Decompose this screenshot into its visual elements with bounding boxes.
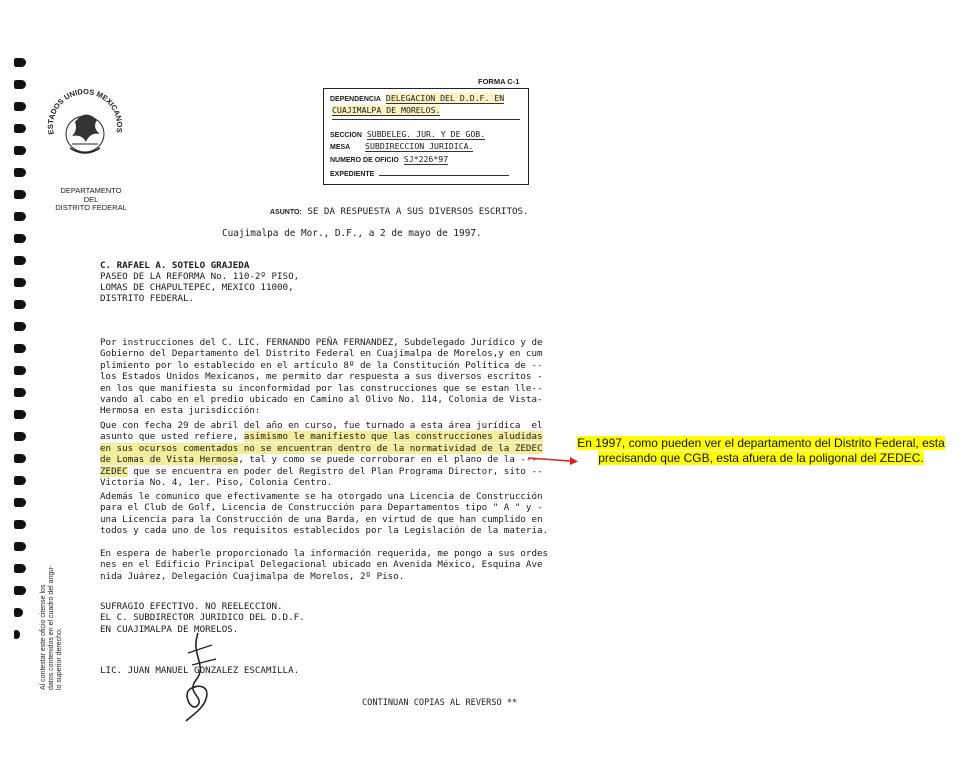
paragraph-3: Además le comunico que efectivamente se ha otorgado una Licencia de Construcción para el Club de Golf, Licencia de Construcción para Departamentos tipo " A " y - una Licencia para la Construcción de una Barda, en virtud de que han cumplido en todos y cada uno de los requisitos establecidos por la Legislación de la materia. <box>100 491 549 537</box>
paragraph-4: En espera de haberle proporcionado la información requerida, me pongo a sus ordes nes en el Edificio Principal Delegacional ubicado en Avenida México, Esquina Ave nida Juárez, Delegación Cuajimalpa de Morelos, 2º Piso. <box>100 548 549 582</box>
footer-note: CONTINUAN COPIAS AL REVERSO ** <box>362 698 518 708</box>
reference-box <box>323 88 529 185</box>
highlight-3: de Lomas de Vista Hermosa <box>100 454 239 466</box>
dependencia-row: DEPENDENCIA DELEGACION DEL D.D.F. EN <box>330 93 505 103</box>
recipient-name: C. RAFAEL A. SOTELO GRAJEDA <box>100 260 250 271</box>
annotation-callout <box>560 436 962 466</box>
department-heading: DEPARTAMENTO DEL DISTRITO FEDERAL <box>55 186 127 212</box>
recipient-address: PASEO DE LA REFORMA No. 110-2º PISO, LOMAS DE CHAPULTEPEC, MEXICO 11000, DISTRITO FEDERAL. <box>100 271 300 304</box>
callout-text: En 1997, como pueden ver el departamento del Distrito Federal, esta precisando que CGB, esta afuera de la poligonal del ZEDEC. <box>577 436 945 465</box>
form-code: FORMA C-1 <box>478 77 520 86</box>
highlight-2: en sus ocursos comentados no se encuentran dentro de la normatividad de la ZEDEC <box>100 442 543 454</box>
mesa-row: MESA SUBDIRECCION JURIDICA. <box>330 141 474 151</box>
seal-text: ESTADOS UNIDOS MEXICANOS <box>45 86 125 136</box>
closing-block: SUFRAGIO EFECTIVO. NO REELECCION. EL C. SUBDIRECTOR JURIDICO DEL D.D.F. EN CUAJIMALPA DE MORELOS. <box>100 601 305 635</box>
date-line: Cuajimalpa de Mor., D.F., a 2 de mayo de 1997. <box>222 228 482 239</box>
subject-line: ASUNTO: SE DA RESPUESTA A SUS DIVERSOS ESCRITOS. <box>270 206 529 217</box>
binder-holes <box>14 58 28 698</box>
highlight-1: asimismo le manifiesto que las construcciones aludidas <box>243 431 543 443</box>
dependencia-row-2: CUAJIMALPA DE MORELOS. <box>332 105 441 115</box>
paragraph-2: Que con fecha 29 de abril del año en curso, fue turnado a esta área jurídica el asunto que usted refiere, asimismo le manifiesto que las construcciones aludidas en sus ocursos comentados no se encuentran dentro de la normatividad de la ZEDEC de Lomas de Vista Hermosa, tal y como se puede corroborar en el plano de la --- ZEDEC que se encuentra en poder del Registro del Plan Programa Director, sito -- Victoria No. 4, 1er. Piso, Colonia Centro. <box>100 420 543 489</box>
side-instruction: Al contestar este oficio citense los datos contenidos en el cuadro del angu- lo superior derecho. <box>40 565 63 690</box>
oficio-row: NUMERO DE OFICIO SJ*226*97 <box>330 154 449 164</box>
paragraph-1: Por instrucciones del C. LIC. FERNANDO PEÑA FERNANDEZ, Subdelegado Jurídico y de Gobierno del Departamento del Distrito Federal en Cuajimalpa de Morelos,y en cum plimiento por lo establecido en el artículo 8º de la Constitución Política de -- los Estados Unidos Mexicanos, me permito dar respuesta a sus diversos escritos - en los que manifiesta su inconformidad por las construcciones que se estan lle-- vando al cabo en el predio ubicado en Camino al Olivo No. 114, Colonia de Vista- Hermosa en esta jurisdicción: <box>100 337 543 417</box>
seccion-row: SECCION SUBDELEG. JUR. Y DE GOB. <box>330 129 486 139</box>
recipient-block <box>100 260 299 304</box>
signer-name: LIC. JUAN MANUEL GONZALEZ ESCAMILLA. <box>100 665 300 676</box>
highlight-4: ZEDEC <box>100 465 128 477</box>
mexican-seal-icon <box>42 82 128 168</box>
expediente-row: EXPEDIENTE <box>330 168 509 178</box>
